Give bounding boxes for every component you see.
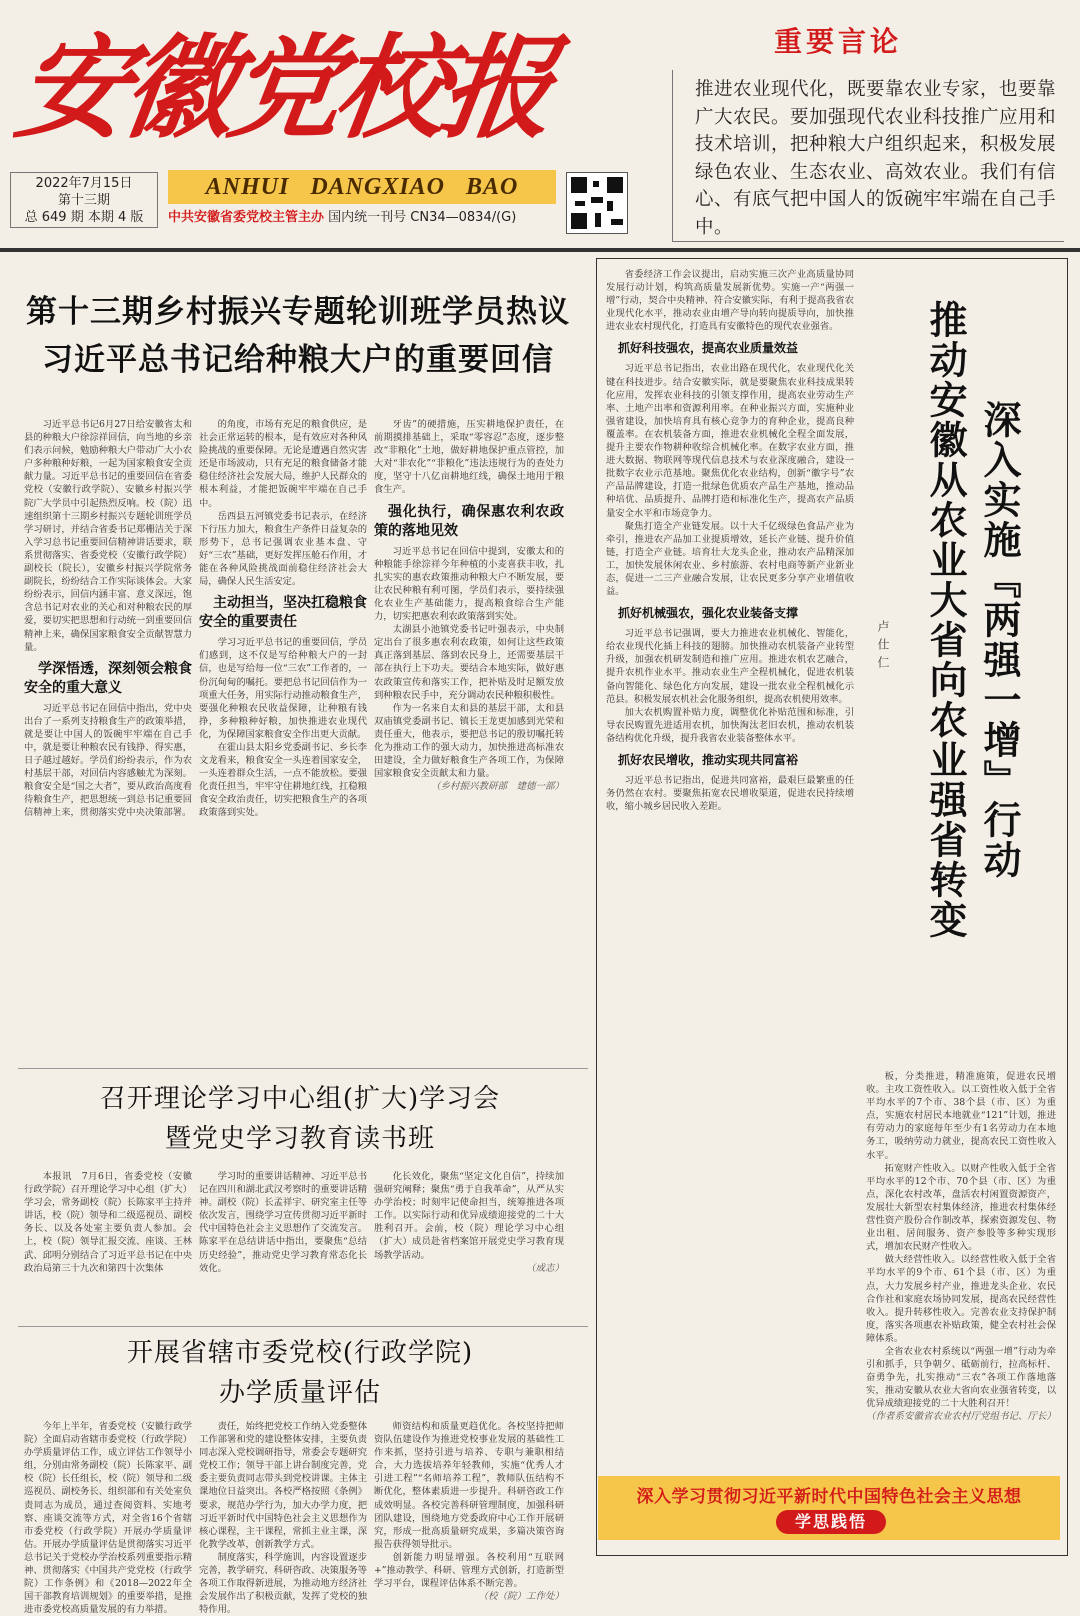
divider	[18, 1068, 588, 1069]
article2-paragraph: 本报讯 7月6日，省委党校（安徽行政学院）召开理论学习中心组（扩大）学习会，常务副校（院）长陈家平主持并讲话，校（院）领导和二级巡视员、副校务长、以及各处室主要负责人参加。会上，校（院）领导汇报交流、座谈、王林武、邱明分别结合了习近平总书记在中央政治局第三十九次和第四十次集体	[24, 1171, 192, 1274]
feature-paragraph: 习近平总书记强调，要大力推进农业机械化、智能化，给农业现代化插上科技的翅膀。加快推动农机装备产业转型升级，加强农机研发制造和推广应用。推进农机农艺融合，提升农机作业水平。推动农业生产全程机械化，促进农机装备向智能化、绿色化方向发展，建设一批农业全程机械化示范县。积极发展农机社会化服务组织，提高农机使用效率。	[606, 628, 854, 705]
issue-date: 2022年7月15日	[35, 176, 133, 191]
feature-credit: （作者系安徽省农业农村厅党组书记、厅长）	[866, 1411, 1057, 1423]
issue-total: 总 649 期 本期 4 版	[24, 210, 144, 225]
article1-title-line2: 习近平总书记给种粮大户的重要回信	[42, 342, 554, 378]
article2-column-2	[199, 1170, 367, 1318]
feature-paragraph: 板，分类推进，精准施策，促进农民增收。主攻工资性收入。以工资性收入低于全省平均水平的7个市、38个县（市、区）为重点，实施农村居民本地就业“121”计划，推进有劳动力的家庭每年至少有1名劳动力在本地务工，吸纳劳动力就业，提高农民工资性收入水平。	[866, 1071, 1056, 1161]
feature-paragraph: 拓宽财产性收入。以财产性收入低于全省平均水平的12个市、70个县（市、区）为重点，深化农村改革，盘活农村闲置资源资产，发展壮大新型农村集体经济，推进农村集体经营性资产股份合作制改革，探索资源发包、物业出租、居间服务、资产参股等多种实现形式，增加农民财产性收入。	[866, 1162, 1056, 1253]
important-quote-box	[644, 0, 1080, 246]
article2-title-line1: 召开理论学习中心组(扩大)学习会	[99, 1084, 501, 1114]
feature-column-1	[606, 268, 854, 1476]
article1-paragraph: 在霍山县太阳乡党委副书记、乡长李文龙看来，粮食安全一头连着国家安全，一头连着群众生活，一点不能放松。要强化责任担当，牢牢守住耕地红线，扛稳粮食安全政治责任，切实把粮食生产的各项政策落到实处。	[199, 741, 367, 819]
article2-paragraph: 学习时的重要讲话精神、习近平总书记在四川和湖北武汉考察时的重要讲话精神。副校（院）长孟祥宇、研究室主任等依次发言，围绕学习宣传贯彻习近平新时代中国特色社会主义思想作了交流发言。陈家平在总结讲话中指出，要聚焦“总结历史经验”，推动党史学习教育常态化长效化。	[199, 1171, 367, 1274]
article3-column-1	[24, 1420, 192, 1616]
feature-paragraph: 聚焦打造全产业链发展。以十大千亿级绿色食品产业为牵引，推进农产品加工业提质增效，延长产业链、提升价值链，打造全产业链。培育壮大龙头企业，推动农产品精深加工，加快发展休闲农业、乡村旅游、农村电商等新产业新业态，促进一二三产业融合发展，让农民更多分享产业增值收益。	[606, 520, 854, 598]
article3-credit: （校（院）工作处）	[478, 1591, 564, 1603]
masthead-logo: 安徽党校报	[8, 23, 558, 154]
date-box	[10, 172, 158, 228]
article3-paragraph: 师资结构和质量更趋优化。各校坚持把师资队伍建设作为推进党校事业发展的基础性工作来抓，坚持引进与培养、专职与兼职相结合，大力选拔培养年轻教师，实施“优秀人才引进工程”“名师培养工程”，教师队伍结构不断优化，整体素质进一步提升。科研咨政工作成效明显。各校完善科研管理制度，加强科研团队建设，围绕地方党委政府中心工作开展研究，形成一批高质量研究成果，多篇决策咨询报告获得领导批示。	[374, 1421, 564, 1550]
qr-code-icon	[566, 172, 628, 234]
feature-author: 卢仕仁	[876, 620, 890, 674]
article3-title-line2: 办学质量评估	[218, 1378, 381, 1408]
article1-column-1	[24, 418, 192, 1060]
article1-paragraph: 习近平总书记在回信中提到，安徽太和的种粮能手徐淙祥今年种植的小麦喜获丰收，扎扎实实的惠农政策推动种粮大户不断发展，要让农民种粮有利可图，学员们表示，要持续强化农业生产基础能力，提高粮食综合生产能力，切实把惠农利农政策落到实处。	[374, 545, 564, 623]
article1-paragraph: 学习习近平总书记的重要回信，学员们感到，这不仅是写给种粮大户的一封信，也是写给每一位“三农”工作者的，一份沉甸甸的嘱托。要把总书记回信作为一项重大任务，用实际行动推动粮食生产，要强化种粮农民收益保障，让种粮有钱挣，多种粮种好粮，加快推进农业现代化，为保障国家粮食安全作出更大贡献。	[199, 637, 367, 740]
issue-number: 第十三期	[57, 193, 110, 208]
article3-paragraph: 责任，始终把党校工作纳入党委整体工作部署和党的建设整体安排，主要负责同志深入党校调研指导，常委会专题研究党校工作；领导干部上讲台制度完善，党委主要负责同志带头到党校讲课。主体主课地位日益突出。各校严格按照《条例》要求，规范办学行为，加大办学力度，把习近平新时代中国特色社会主义思想作为核心课程，主干课程，常抓主业主课，深化教学改革，创新教学方式。	[199, 1421, 367, 1550]
feature-title-line2: 推动安徽从农业大省向农业强省转变	[923, 300, 968, 940]
article2-column-3	[374, 1170, 564, 1318]
article1-paragraph: 的角度，市场有充足的粮食供应，是社会正常运转的根本，是有效应对各种风险挑战的重要保障。无论是遭遇自然灾害还是市场波动，只有充足的粮食储备才能稳住经济社会发展大局，维护人民群众的根本利益，才能把饭碗牢牢端在自己手中。	[199, 419, 367, 509]
feature-subhead-2: 抓好机械强农，强化农业装备支撑	[618, 606, 799, 621]
article1-paragraph: 作为一名来自太和县的基层干部，太和县双庙镇党委副书记、镇长王龙更加感到光荣和责任重大，他表示，要把总书记的殷切嘱托转化为推动工作的强大动力，加快推进高标准农田建设，全力做好粮食生产各项工作，为保障国家粮食安全贡献太和力量。	[374, 702, 564, 780]
article1-subhead-3: 强化执行，确保惠农利农政策的落地见效	[374, 503, 564, 539]
feature-paragraph: 加大农机购置补贴力度，调整优化补贴范围和标准，引导农民购置先进适用农机，加快淘汰老旧农机，推动农机装备结构优化升级，提升我省农业装备整体水平。	[606, 706, 854, 744]
divider	[18, 1326, 588, 1327]
banner-badge: 学思践悟	[776, 1510, 886, 1534]
important-heading: 重要言论	[774, 25, 903, 58]
feature-paragraph: 做大经营性收入。以经营性收入低于全省平均水平的9个市、61个县（市、区）为重点，大力发展乡村产业，推进龙头企业、农民合作社和家庭农场协同发展，提高农民经营性收入。提升转移性收入。完善农业支持保护制度，落实各项惠农补贴政策，健全农村社会保障体系。	[866, 1254, 1056, 1344]
feature-title-line1: 深入实施『两强一增』行动	[977, 400, 1022, 880]
publisher: 中共安徽省委党校主管主办	[168, 210, 325, 225]
article3-column-2	[199, 1420, 367, 1616]
article2-title-line2: 暨党史学习教育读书班	[164, 1124, 435, 1154]
feature-subhead-1: 抓好科技强农，提高农业质量效益	[618, 341, 799, 356]
article3-title-line1: 开展省辖市委党校(行政学院)	[126, 1338, 474, 1368]
article3-paragraph: 今年上半年，省委党校（安徽行政学院）全面启动省辖市委党校（行政学院）办学质量评估工作，成立评估工作领导小组，分别由常务副校（院）长陈家平、副校（院）长任组长，校（院）领导和二级巡视员、副校务长、组织部和有关处室负责同志为成员，通过查阅资料、实地考察、座谈交流等方式，对全省16个省辖市委党校（行政学院）开展办学质量评估。开展办学质量评估是贯彻落实习近平总书记关于党校办学治校系列重要指示精神、贯彻落实《中国共产党党校（行政学院）工作条例》和《2018—2022年全国干部教育培训规划》的重要举措，是推进市委党校高质量发展的有力举措。	[24, 1421, 192, 1616]
article1-column-3	[374, 418, 564, 1060]
article1-paragraph: 牙齿”的硬措施，压实耕地保护责任，在前期摸排基础上，采取“零容忍”态度，逐步整改“非粮化”土地，做好耕地保护重点管控，加大对“非农化”“非粮化”违法违规行为的查处力度，坚守十八亿亩耕地红线，确保土地用于粮食生产。	[374, 419, 564, 496]
article1-paragraph: 习近平总书记在回信中指出，党中央出台了一系列支持粮食生产的政策举措，就是要让中国人的饭碗牢牢端在自己手中，就是要让种粮农民有钱挣、得实惠，日子越过越好。学员们纷纷表示，作为农村基层干部，对回信内容感触尤为深刻。粮食安全是“国之大者”，要从政治高度看待粮食生产，把思想统一到总书记重要回信精神上来，贯彻落实党中央决策部署。	[24, 702, 192, 819]
feature-paragraph: 习近平总书记指出，促进共同富裕，最艰巨最繁重的任务仍然在农村。要聚焦拓宽农民增收渠道，促进农民持续增收，缩小城乡居民收入差距。	[606, 775, 854, 813]
article3-column-3	[374, 1420, 564, 1603]
masthead-pinyin: ANHUI DANGXIAO BAO	[168, 170, 556, 204]
article1-title-line1: 第十三期乡村振兴专题轮训班学员热议	[26, 294, 570, 330]
article2-column-1	[24, 1170, 192, 1318]
article2-credit: （成志）	[525, 1262, 564, 1274]
feature-paragraph: 习近平总书记指出，农业出路在现代化，农业现代化关键在科技进步。结合安徽实际，就是要聚焦农业科技成果转化应用，发挥农业科技的引领支撑作用，提高农业劳动生产率、土地产出率和资源利用率。在种业振兴方面，实施种业强省建设，加快培育具有核心竞争力的育种企业，提高良种覆盖率。在农机装备方面，推进农业机械化全程全面发展，提升主要农作物耕种收综合机械化率。在数字农业方面，推进大数据、物联网等现代信息技术与农业深度融合，建设一批数字农业示范基地。聚焦优化农业结构，创新“徽字号”农产品品牌建设，打造一批绿色优质农产品生产基地，推动品种培优、品质提升、品牌打造和标准化生产，提高农产品质量安全水平和市场竞争力。	[606, 363, 854, 519]
important-quote: 推进农业现代化，既要靠农业专家，也要靠广大农民。要加强现代农业科技推广应用和技术培训，把种粮大户组织起来，积极发展绿色农业、生态农业、高效农业。我们有信心、有底气把中国人的饭碗牢牢端在自己手中。	[672, 70, 1064, 242]
article2-paragraph: 化长效化，聚焦“坚定文化自信”，持续加强研究阐释；聚焦“勇于自我革命”，从严从实办学治校；时刻牢记使命担当，统筹推进各项工作。以实际行动和优异成绩迎接党的二十大胜利召开。会前，校（院）理论学习中心组（扩大）成员赴省档案馆开展党史学习教育现场教学活动。	[374, 1171, 564, 1261]
feature-column-2	[866, 1070, 1056, 1470]
article1-paragraph: 岳西县五河镇党委书记表示，在经济下行压力加大，粮食生产条件日益复杂的形势下，总书记强调农业基本盘、守好“三农”基础，更好发挥压舱石作用，才能在各种风险挑战面前稳住经济社会大局，确保人民生活安定。	[199, 510, 367, 588]
article3-paragraph: 制度落实，科学施训，内容设置逐步完善，教学研究、科研咨政、决策服务等各项工作取得新进展，为推动地方经济社会发展作出了积极贡献，发挥了党校的独特作用。	[199, 1551, 367, 1616]
feature-paragraph: 全省农业农村系统以“两强一增”行动为牵引和抓手，只争朝夕、砥砺前行，拉高标杆、奋勇争先，扎实推动“三农”各项工作落地落实，推动安徽从农业大省向农业强省转变，以优异成绩迎接党的二十大胜利召开！	[866, 1345, 1056, 1410]
article1-paragraph: 习近平总书记6月27日给安徽省太和县的种粮大户徐淙祥回信，向当地的乡亲们表示问候，勉励种粮大户带动广大小农户多种粮种好粮，一起为国家粮食安全贡献力量。习近平总书记的重要回信在省委党校（安徽行政学院）、安徽乡村振兴学院广大学员中引起热烈反响。校（院）迅速组织第十三期乡村振兴专题轮训班学员学习研讨，并结合省委书记郑栅洁关于深入学习总书记重要回信精神讲话要求，联系贯彻落实、省委党校（安徽行政学院）副校长（院长），安徽乡村振兴学院常务副院长，纷纷结合工作实际谈体会。大家纷纷表示，回信内涵丰富、意义深远，饱含总书记对农业的关心和对种粮农民的厚爱，要切实把思想和行动统一到重要回信精神上来，确保国家粮食安全贡献智慧力量。	[24, 419, 192, 653]
feature-subhead-3: 抓好农民增收，推动实现共同富裕	[618, 753, 799, 767]
article3-paragraph: 创新能力明显增强。各校利用“互联网+”推动教学、科研、管理方式创新，打造新型学习平台，课程评估体系不断完善。	[374, 1551, 564, 1590]
feature-paragraph: 省委经济工作会议提出，启动实施三次产业高质量协同发展行动计划，构筑高质量发展新优势。实施一产“两强一增”行动，契合中央精神、符合安徽实际，有利于提高我省农业现代化水平，推动农业由增产导向转向提质导向，加快推进农业农村现代化，打造具有安徽特色的现代农业强省。	[606, 269, 854, 333]
article1-credit: （乡村振兴教研部 建德一部）	[430, 781, 564, 793]
cn-number: 国内统一刊号 CN34—0834/(G)	[328, 210, 517, 225]
article1-subhead-1: 学深悟透，深刻领会粮食安全的重大意义	[24, 660, 192, 696]
masthead-rule	[0, 248, 1080, 252]
study-banner	[598, 1476, 1060, 1540]
article1-column-2	[199, 418, 367, 1060]
article1-subhead-2: 主动担当，坚决扛稳粮食安全的重要责任	[199, 595, 367, 631]
banner-text: 深入学习贯彻习近平新时代中国特色社会主义思想	[636, 1487, 1022, 1507]
masthead-org-line	[168, 206, 556, 230]
article1-paragraph: 太湖县小池镇党委书记叶强表示，中央制定出台了很多惠农利农政策，如何让这些政策真正落到基层、落到农民身上，还需要基层干部在执行上下功夫。要结合本地实际，做好惠农政策宣传和落实工作，把补贴及时足额发放到种粮农民手中，充分调动农民种粮积极性。	[374, 624, 564, 701]
